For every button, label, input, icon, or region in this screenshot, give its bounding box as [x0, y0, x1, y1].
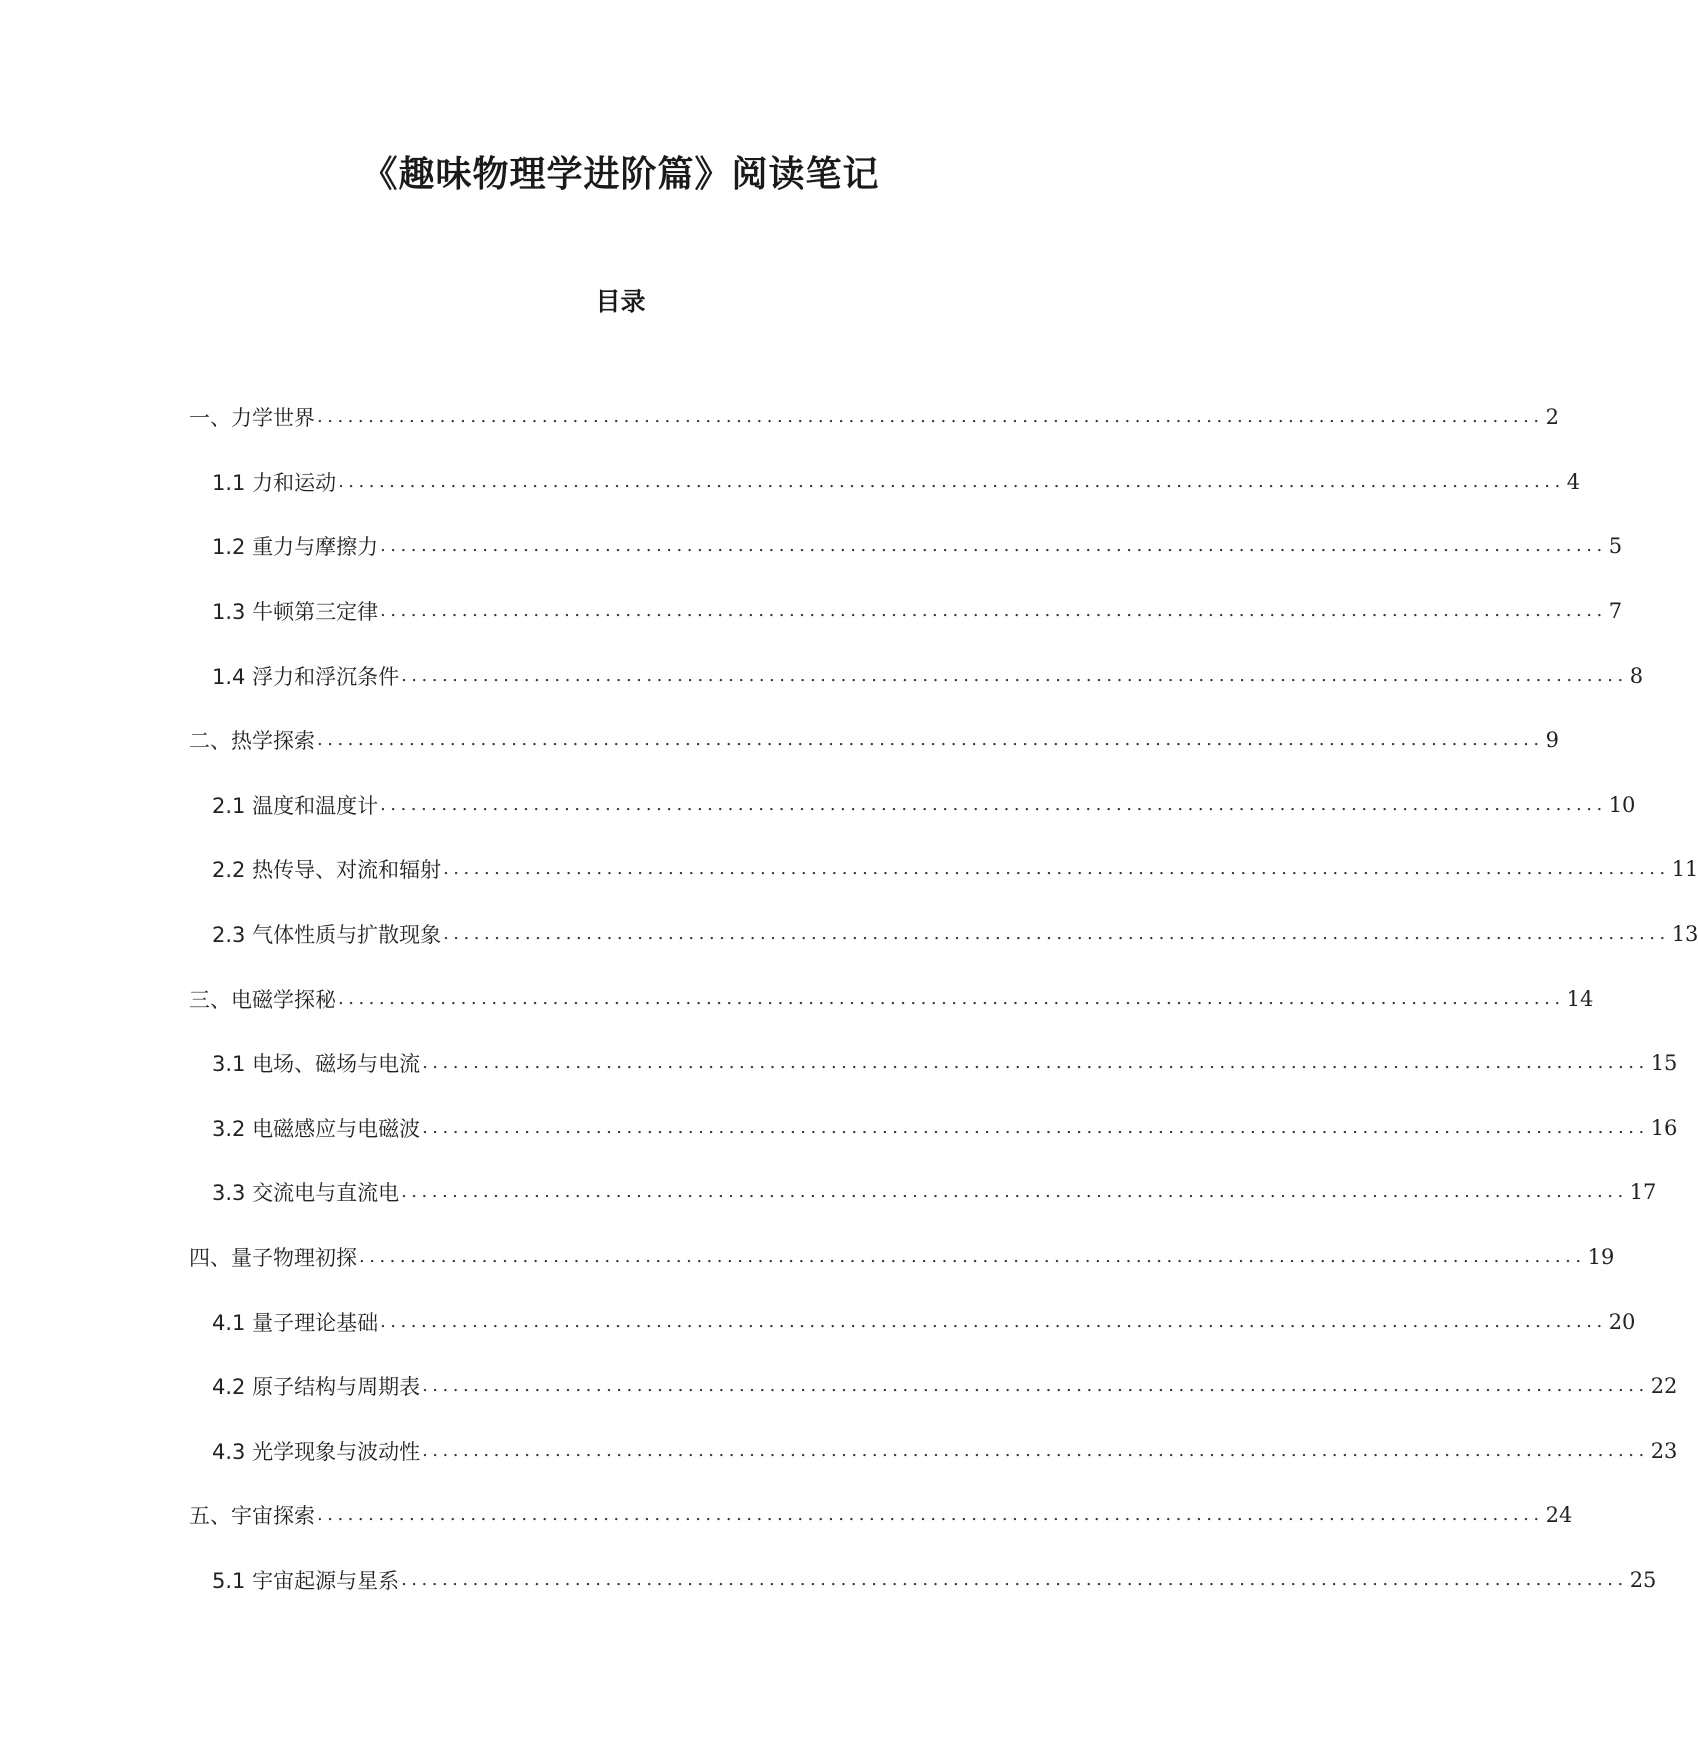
toc-section-entry[interactable] — [0, 837, 1698, 902]
toc-page-number: 15 — [1650, 1051, 1678, 1076]
toc-entry-label: 3.3 交流电与直流电 — [212, 1181, 400, 1206]
toc-entry-label: 一、力学世界 — [189, 406, 315, 431]
toc-page-number: 24 — [1545, 1503, 1573, 1528]
toc-page-number: 22 — [1650, 1374, 1678, 1399]
toc-dot-leader: ........................................................................................................................ — [380, 793, 1607, 815]
toc-section-entry[interactable] — [0, 643, 1644, 708]
toc-entry-label: 2.1 温度和温度计 — [212, 793, 379, 818]
toc-entry-label: 5.1 宇宙起源与星系 — [212, 1568, 400, 1593]
toc-entry-label: 五、宇宙探索 — [189, 1504, 315, 1529]
toc-page-number: 16 — [1650, 1115, 1678, 1140]
toc-section-entry[interactable] — [0, 514, 1623, 579]
toc-dot-leader: ........................................................................................................................ — [380, 535, 1607, 557]
toc-page-number: 7 — [1608, 599, 1623, 624]
toc-entry-label: 1.4 浮力和浮沉条件 — [212, 664, 400, 689]
toc-chapter-entry[interactable] — [0, 708, 1559, 773]
toc-section-entry[interactable] — [0, 1354, 1678, 1419]
toc-dot-leader: ........................................................................................................................ — [380, 1310, 1607, 1332]
toc-dot-leader: ........................................................................................................................ — [359, 1246, 1586, 1268]
toc-page-number: 23 — [1650, 1438, 1678, 1463]
toc-chapter-entry[interactable] — [0, 966, 1594, 1031]
toc-chapter-entry[interactable] — [0, 1225, 1615, 1290]
toc-section-entry[interactable] — [0, 579, 1623, 644]
toc-page-number: 14 — [1566, 986, 1594, 1011]
toc-chapter-entry[interactable] — [0, 1483, 1573, 1548]
toc-entry-label: 1.1 力和运动 — [212, 470, 337, 495]
toc-entry-label: 1.2 重力与摩擦力 — [212, 535, 379, 560]
toc-section-entry[interactable] — [0, 1031, 1678, 1096]
toc-dot-leader: ........................................................................................................................ — [443, 858, 1670, 880]
toc-page-number: 5 — [1608, 534, 1623, 559]
toc-chapter-entry[interactable] — [0, 385, 1559, 450]
toc-dot-leader: ........................................................................................................................ — [401, 1181, 1628, 1203]
toc-page-number: 19 — [1587, 1245, 1615, 1270]
toc-dot-leader: ........................................................................................................................ — [422, 1052, 1649, 1074]
toc-dot-leader: ........................................................................................................................ — [317, 1504, 1544, 1526]
toc-dot-leader: ........................................................................................................................ — [401, 1568, 1628, 1590]
toc-page-number: 4 — [1566, 469, 1581, 494]
toc-dot-leader: ........................................................................................................................ — [422, 1439, 1649, 1461]
toc-page-number: 10 — [1608, 792, 1636, 817]
toc-dot-leader: ........................................................................................................................ — [422, 1116, 1649, 1138]
toc-page-number: 17 — [1629, 1180, 1657, 1205]
toc-section-entry[interactable] — [0, 1160, 1657, 1225]
toc-page-number: 8 — [1629, 663, 1644, 688]
toc-dot-leader: ........................................................................................................................ — [401, 664, 1628, 686]
toc-dot-leader: ........................................................................................................................ — [380, 600, 1607, 622]
toc-entry-label: 2.3 气体性质与扩散现象 — [212, 923, 442, 948]
toc-page-number: 20 — [1608, 1309, 1636, 1334]
toc-dot-leader: ........................................................................................................................ — [317, 406, 1544, 428]
table-of-contents — [0, 385, 1698, 1612]
toc-page-number: 13 — [1671, 922, 1698, 947]
toc-section-entry[interactable] — [0, 450, 1581, 515]
toc-entry-label: 1.3 牛顿第三定律 — [212, 600, 379, 625]
toc-entry-label: 三、电磁学探秘 — [189, 987, 336, 1012]
toc-entry-label: 4.2 原子结构与周期表 — [212, 1375, 421, 1400]
toc-dot-leader: ........................................................................................................................ — [422, 1375, 1649, 1397]
toc-section-entry[interactable] — [0, 1419, 1678, 1484]
toc-page-number: 11 — [1671, 857, 1698, 882]
toc-page-number: 9 — [1545, 728, 1559, 753]
toc-page-number: 25 — [1629, 1567, 1657, 1592]
toc-entry-label: 2.2 热传导、对流和辐射 — [212, 858, 442, 883]
toc-dot-leader: ........................................................................................................................ — [317, 729, 1544, 751]
toc-section-entry[interactable] — [0, 902, 1698, 967]
toc-dot-leader: ........................................................................................................................ — [338, 987, 1565, 1009]
toc-section-entry[interactable] — [0, 1548, 1657, 1613]
toc-page-number: 2 — [1545, 405, 1559, 430]
toc-dot-leader: ........................................................................................................................ — [338, 470, 1565, 492]
toc-entry-label: 4.1 量子理论基础 — [212, 1310, 379, 1335]
toc-entry-label: 3.2 电磁感应与电磁波 — [212, 1116, 421, 1141]
document-title: 《趣味物理学进阶篇》阅读笔记 — [361, 154, 880, 195]
toc-section-entry[interactable] — [0, 1096, 1678, 1161]
toc-entry-label: 四、量子物理初探 — [189, 1246, 357, 1271]
toc-heading: 目录 — [595, 287, 646, 316]
toc-entry-label: 3.1 电场、磁场与电流 — [212, 1052, 421, 1077]
toc-entry-label: 二、热学探索 — [189, 729, 315, 754]
toc-entry-label: 4.3 光学现象与波动性 — [212, 1439, 421, 1464]
toc-section-entry[interactable] — [0, 773, 1636, 838]
toc-dot-leader: ........................................................................................................................ — [443, 923, 1670, 945]
toc-section-entry[interactable] — [0, 1289, 1636, 1354]
